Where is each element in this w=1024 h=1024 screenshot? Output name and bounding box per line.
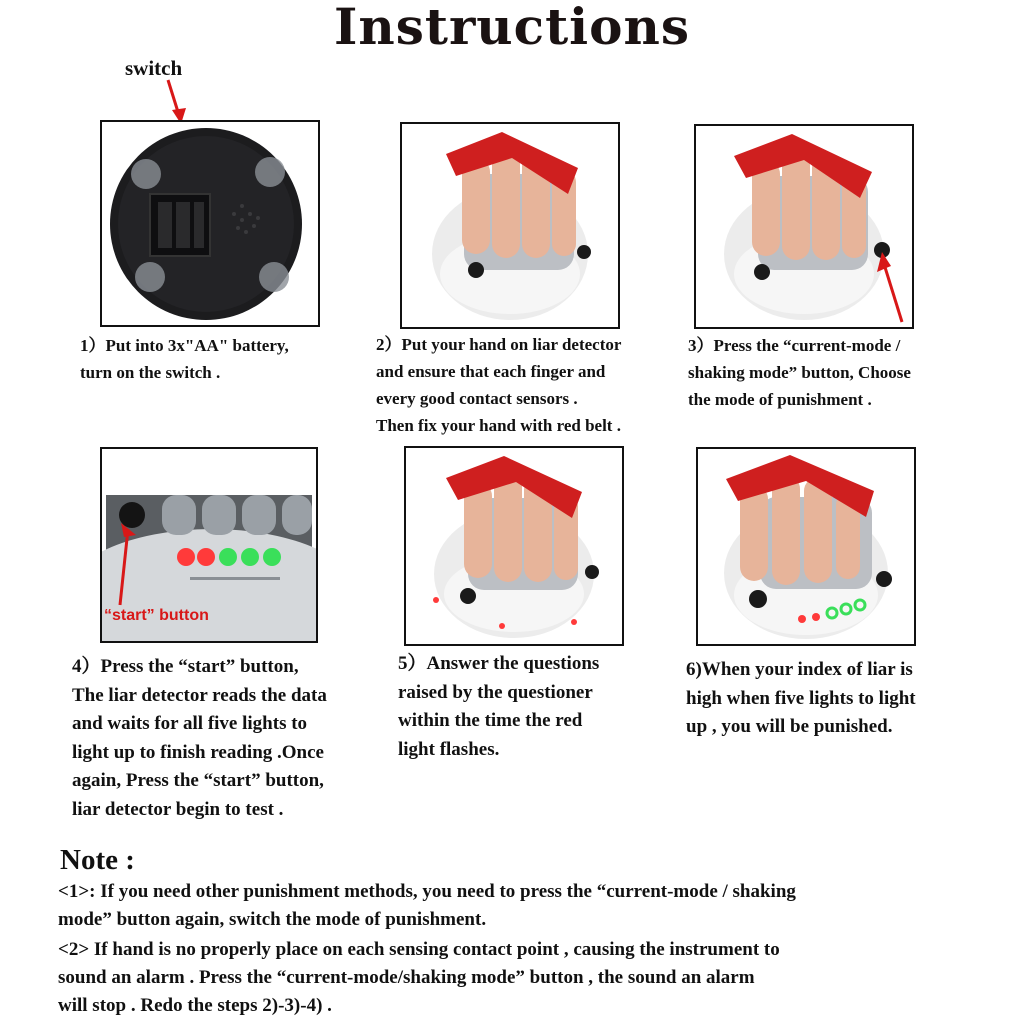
step-1-image	[100, 120, 320, 327]
step-6-caption: 6)When your index of liar is high when five lights to light up , you will be punished.	[686, 659, 916, 737]
switch-label: switch	[125, 56, 183, 80]
step-3-caption: 3）Press the “current-mode / shaking mode” button, Choose the mode of punishment .	[688, 336, 911, 409]
step-1-caption: 1）Put into 3x"AA" battery, turn on the switch .	[80, 336, 289, 382]
step-2-caption: 2）Put your hand on liar detector and ensure that each finger and every good contact sensors . Then fix your hand with red belt .	[376, 335, 622, 435]
step-4-caption: 4）Press the “start” button, The liar detector reads the data and waits for all five lights to light up to finish reading .Once again, Press the “start” button, liar detector begin to test .	[72, 656, 327, 820]
step-6-image	[696, 447, 916, 646]
switch-arrow	[160, 76, 190, 126]
note-title: Note :	[60, 844, 135, 876]
step-5-image	[404, 446, 624, 646]
note-item-2: <2> If hand is no properly place on each sensing contact point , causing the instrument to sound an alarm . Press the “current-mode/shaking mode” button , the sound an alarm will stop . Redo the steps 2)-3)-4) .	[58, 939, 780, 1016]
step-3-image	[694, 124, 914, 329]
page-title: Instructions	[333, 0, 691, 56]
step-2-image	[400, 122, 620, 329]
note-item-1: <1>: If you need other punishment methods, you need to press the “current-mode / shaking mode” button again, switch the mode of punishment.	[58, 881, 796, 930]
start-button-label: “start” button	[104, 607, 209, 624]
step-5-caption: 5）Answer the questions raised by the questioner within the time the red light flashes.	[398, 653, 600, 760]
